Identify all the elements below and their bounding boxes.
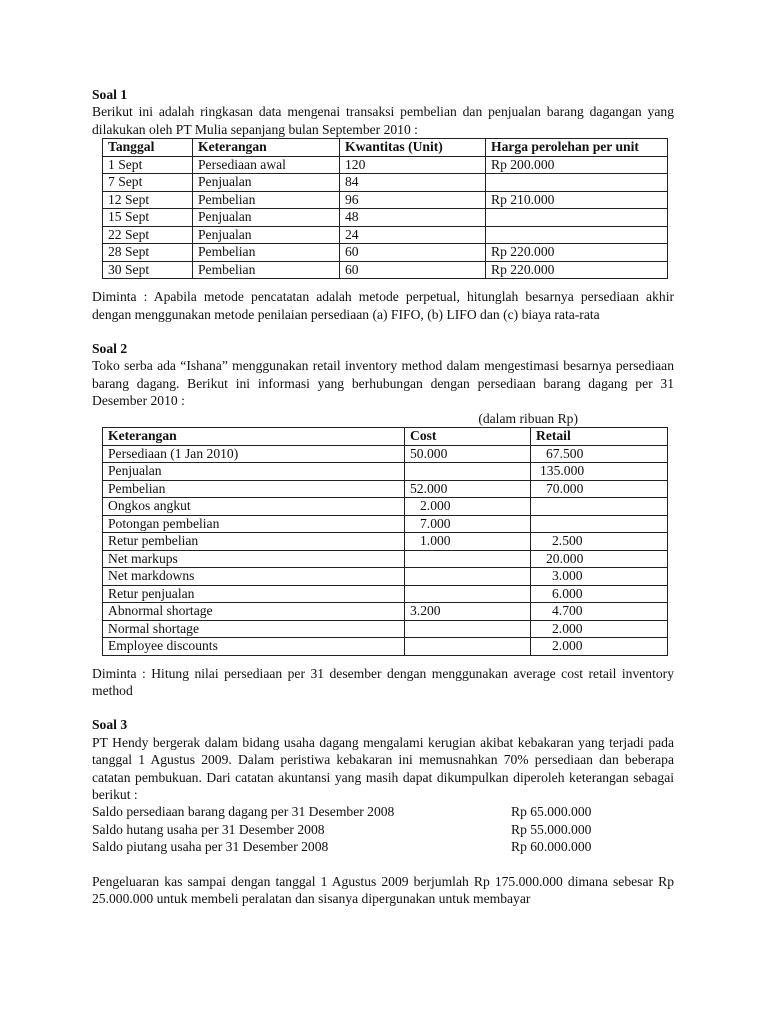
table-cell: 48 xyxy=(340,209,486,227)
table-cell: 135.000 xyxy=(531,463,668,481)
balance-value: Rp 55.000.000 xyxy=(511,821,592,837)
table-row xyxy=(103,156,668,174)
column-header: Keterangan xyxy=(193,139,340,157)
table-row xyxy=(103,244,668,262)
table-cell: 28 Sept xyxy=(103,244,193,262)
table-cell: 20.000 xyxy=(531,550,668,568)
table-cell: Pembelian xyxy=(103,480,405,498)
table-cell: Penjualan xyxy=(193,209,340,227)
table-cell: 30 Sept xyxy=(103,261,193,279)
table-cell: 1 Sept xyxy=(103,156,193,174)
table-cell: Employee discounts xyxy=(103,638,405,656)
balance-item xyxy=(92,803,674,820)
table-row xyxy=(103,498,668,516)
column-header: Cost xyxy=(405,428,531,446)
soal1-title: Soal 1 xyxy=(92,87,128,102)
balance-label: Saldo piutang usaha per 31 Desember 2008 xyxy=(92,839,329,855)
table-cell: Penjualan xyxy=(193,174,340,192)
table-cell: 6.000 xyxy=(531,585,668,603)
table-row xyxy=(103,480,668,498)
balance-item xyxy=(92,838,674,855)
table-cell: 52.000 xyxy=(405,480,531,498)
table-cell: Abnormal shortage xyxy=(103,603,405,621)
column-header: Retail xyxy=(531,428,668,446)
soal3-title: Soal 3 xyxy=(92,717,128,733)
table-row xyxy=(103,603,668,621)
table-cell: 70.000 xyxy=(531,480,668,498)
soal2-diminta: Diminta : Hitung nilai persediaan per 31 desember dengan menggunakan average cost retail inventory method xyxy=(92,665,674,698)
balance-value: Rp 65.000.000 xyxy=(511,804,592,820)
table-cell: Ongkos angkut xyxy=(103,498,405,516)
table-cell: 4.700 xyxy=(531,603,668,621)
soal1-table xyxy=(102,138,668,279)
table-cell: Pembelian xyxy=(193,244,340,262)
soal2-intro: Toko serba ada “Ishana” menggunakan retail inventory method dalam mengestimasi besarnya persediaan barang dagang. Berikut ini informasi yang berhubungan dengan persediaan barang dagang per 31 Desember 2010 : xyxy=(92,358,674,409)
table-cell: Rp 220.000 xyxy=(486,261,668,279)
table-row xyxy=(103,445,668,463)
table-cell xyxy=(405,638,531,656)
table-cell: 120 xyxy=(340,156,486,174)
table-row xyxy=(103,585,668,603)
table-cell xyxy=(405,463,531,481)
table-cell: Rp 220.000 xyxy=(486,244,668,262)
table-row xyxy=(103,620,668,638)
document-page xyxy=(92,86,674,907)
table-cell: 67.500 xyxy=(531,445,668,463)
table-cell: Retur penjualan xyxy=(103,585,405,603)
table-cell: 1.000 xyxy=(405,533,531,551)
column-header: Tanggal xyxy=(103,139,193,157)
table-cell: 2.000 xyxy=(405,498,531,516)
column-header: Keterangan xyxy=(103,428,405,446)
table-cell: 2.000 xyxy=(531,620,668,638)
table-row xyxy=(103,638,668,656)
table-cell: 7.000 xyxy=(405,515,531,533)
soal2-table xyxy=(102,427,668,656)
table-row xyxy=(103,226,668,244)
table-row xyxy=(103,174,668,192)
table-row xyxy=(103,209,668,227)
table-header-row xyxy=(103,139,668,157)
table-header-row xyxy=(103,428,668,446)
table-row xyxy=(103,191,668,209)
table-cell: 15 Sept xyxy=(103,209,193,227)
table-cell xyxy=(486,174,668,192)
table-cell: Pembelian xyxy=(193,191,340,209)
table-cell xyxy=(405,585,531,603)
soal1-diminta: Diminta : Apabila metode pencatatan adalah metode perpetual, hitunglah besarnya persediaan akhir dengan menggunakan metode penilaian persediaan (a) FIFO, (b) LIFO dan (c) biaya rata-rata xyxy=(92,289,674,322)
table-row xyxy=(103,515,668,533)
table-cell: Retur pembelian xyxy=(103,533,405,551)
table-cell xyxy=(486,209,668,227)
balance-value: Rp 60.000.000 xyxy=(511,839,592,855)
table-cell: Normal shortage xyxy=(103,620,405,638)
table-row xyxy=(103,261,668,279)
table-cell: 84 xyxy=(340,174,486,192)
table-cell: 60 xyxy=(340,261,486,279)
column-header: Kwantitas (Unit) xyxy=(340,139,486,157)
table-cell xyxy=(486,226,668,244)
table-cell: Persediaan awal xyxy=(193,156,340,174)
soal1-intro: Berikut ini adalah ringkasan data mengenai transaksi pembelian dan penjualan barang dagangan yang dilakukan oleh PT Mulia sepanjang bulan September 2010 : xyxy=(92,104,674,137)
table-row xyxy=(103,550,668,568)
table-cell: Rp 210.000 xyxy=(486,191,668,209)
table-cell xyxy=(405,568,531,586)
balance-label: Saldo persediaan barang dagang per 31 Desember 2008 xyxy=(92,804,395,820)
unit-note: (dalam ribuan Rp) xyxy=(478,410,578,426)
soal3-intro: PT Hendy bergerak dalam bidang usaha dagang mengalami kerugian akibat kebakaran yang terjadi pada tanggal 1 Agustus 2009. Dalam peristiwa kebakaran ini memusnahkan 70% persediaan dan beberapa catatan pembukuan. Dari catatan akuntansi yang masih dapat dikumpulkan diperoleh keterangan sebagai berikut : xyxy=(92,734,674,802)
table-cell: 2.000 xyxy=(531,638,668,656)
table-cell xyxy=(405,620,531,638)
table-cell xyxy=(531,515,668,533)
table-cell: 96 xyxy=(340,191,486,209)
table-cell xyxy=(531,498,668,516)
table-cell: Rp 200.000 xyxy=(486,156,668,174)
table-cell: 60 xyxy=(340,244,486,262)
table-cell: 24 xyxy=(340,226,486,244)
table-cell: 7 Sept xyxy=(103,174,193,192)
table-row xyxy=(103,463,668,481)
table-row xyxy=(103,533,668,551)
balance-item xyxy=(92,821,674,838)
column-header: Harga perolehan per unit xyxy=(486,139,668,157)
table-cell: 12 Sept xyxy=(103,191,193,209)
table-cell: Pembelian xyxy=(193,261,340,279)
table-cell: 3.000 xyxy=(531,568,668,586)
table-cell: Net markups xyxy=(103,550,405,568)
table-cell: Penjualan xyxy=(193,226,340,244)
soal3-paragraph: Pengeluaran kas sampai dengan tanggal 1 Agustus 2009 berjumlah Rp 175.000.000 dimana sebesar Rp 25.000.000 untuk membeli peralatan dan sisanya dipergunakan untuk membayar xyxy=(92,873,674,907)
table-cell: Potongan pembelian xyxy=(103,515,405,533)
balance-label: Saldo hutang usaha per 31 Desember 2008 xyxy=(92,821,325,837)
table-row xyxy=(103,568,668,586)
table-cell: Persediaan (1 Jan 2010) xyxy=(103,445,405,463)
table-cell: Net markdowns xyxy=(103,568,405,586)
soal2-title: Soal 2 xyxy=(92,341,128,357)
table-cell: Penjualan xyxy=(103,463,405,481)
table-cell: 50.000 xyxy=(405,445,531,463)
table-cell: 3.200 xyxy=(405,603,531,621)
table-cell: 2.500 xyxy=(531,533,668,551)
table-cell: 22 Sept xyxy=(103,226,193,244)
table-cell xyxy=(405,550,531,568)
